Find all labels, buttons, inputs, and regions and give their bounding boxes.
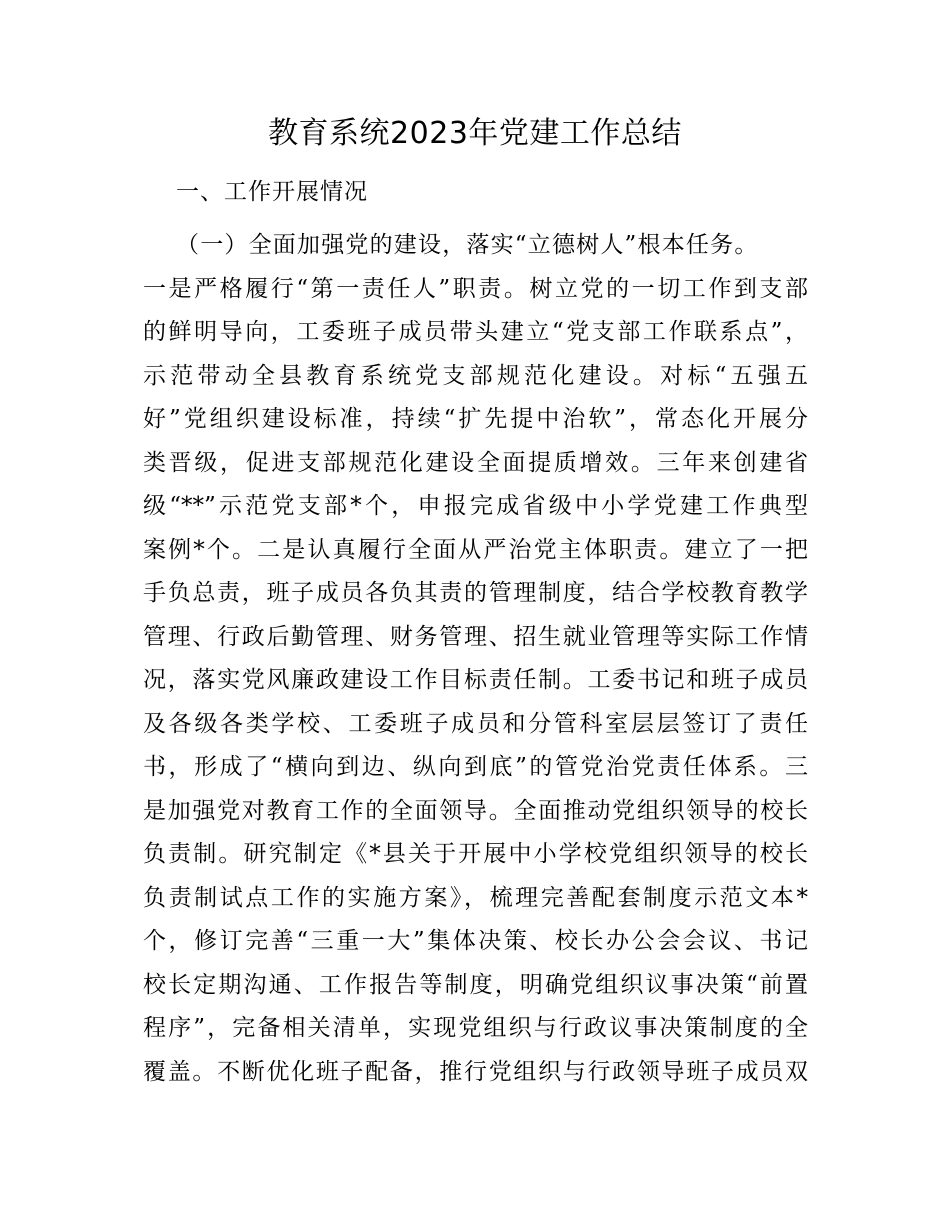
paragraph-line: 个，修订完善“三重一大”集体决策、校长办公会会议、书记	[143, 928, 808, 954]
paragraph-line: 书，形成了“横向到边、纵向到底”的管党治党责任体系。三	[143, 754, 808, 780]
paragraph-line: 负责制。研究制定《*县关于开展中小学校党组织领导的校长	[143, 841, 808, 867]
paragraph-line: 好”党组织建设标准，持续“扩先提中治软”，常态化开展分	[143, 406, 808, 432]
paragraph-line: 程序”，完备相关清单，实现党组织与行政议事决策制度的全	[143, 1015, 808, 1041]
paragraph-line: 的鲜明导向，工委班子成员带头建立“党支部工作联系点”，	[143, 319, 808, 345]
paragraph-line: 手负总责，班子成员各负其责的管理制度，结合学校教育教学	[143, 580, 808, 606]
section-heading: 一、工作开展情况	[176, 179, 368, 205]
paragraph-line: 级“**”示范党支部*个，申报完成省级中小学党建工作典型	[143, 493, 808, 519]
paragraph-line: 一是严格履行“第一责任人”职责。树立党的一切工作到支部	[143, 275, 808, 302]
paragraph-line: （一）全面加强党的建设，落实“立德树人”根本任务。	[176, 232, 759, 258]
paragraph-line: 示范带动全县教育系统党支部规范化建设。对标“五强五	[143, 362, 808, 389]
paragraph-body	[0, 228, 950, 1098]
document-title: 教育系统2023年党建工作总结	[268, 116, 682, 151]
paragraph-line: 类晋级，促进支部规范化建设全面提质增效。三年来创建省	[143, 449, 808, 476]
paragraph-line: 况，落实党风廉政建设工作目标责任制。工委书记和班子成员	[143, 667, 808, 693]
paragraph-line: 校长定期沟通、工作报告等制度，明确党组织议事决策“前置	[143, 971, 808, 998]
paragraph-line: 及各级各类学校、工委班子成员和分管科室层层签订了责任	[143, 710, 808, 737]
paragraph-line: 是加强党对教育工作的全面领导。全面推动党组织领导的校长	[143, 797, 808, 824]
paragraph-line: 案例*个。二是认真履行全面从严治党主体职责。建立了一把	[143, 536, 808, 563]
paragraph-line: 负责制试点工作的实施方案》，梳理完善配套制度示范文本*	[143, 884, 808, 911]
paragraph-line: 管理、行政后勤管理、财务管理、招生就业管理等实际工作情	[143, 623, 808, 650]
paragraph-line: 覆盖。不断优化班子配备，推行党组织与行政领导班子成员双	[143, 1058, 808, 1085]
